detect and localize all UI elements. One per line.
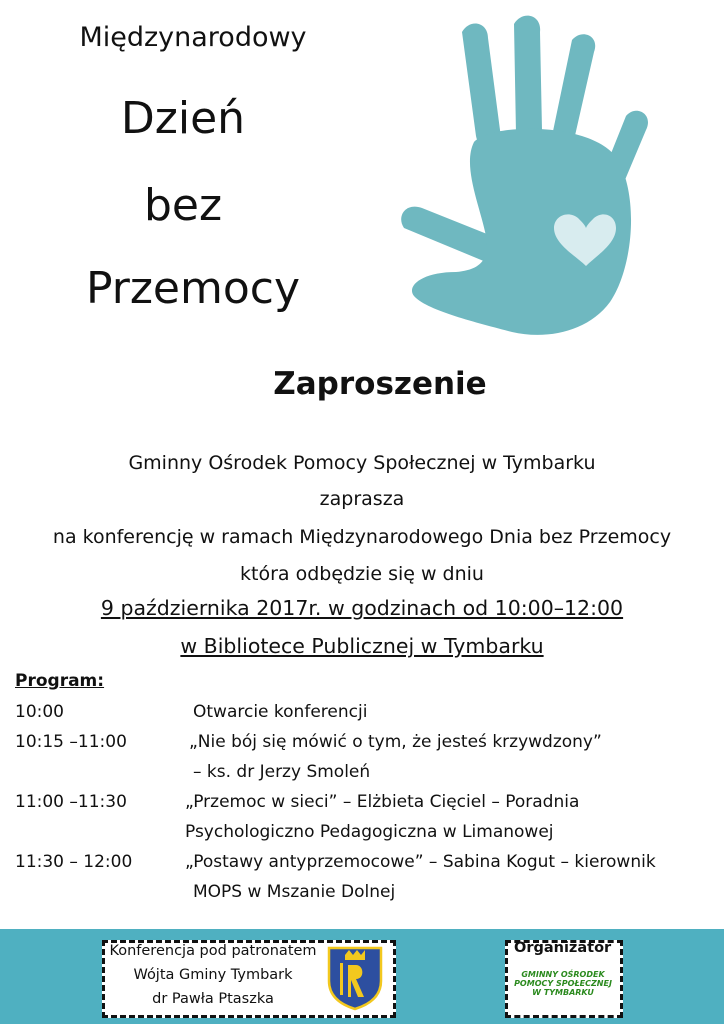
program-item-text: Otwarcie konferencji [193,702,368,722]
program-time: 11:30 – 12:00 [15,852,133,872]
program-item-text: „Postawy antyprzemocowe” – Sabina Kogut – kierownik [185,852,656,872]
invite-verb-line: zaprasza [319,488,405,510]
title-line-2: Dzień [120,93,246,144]
title-line-4: Przemocy [85,263,301,314]
program-item-text: „Przemoc w sieci” – Elżbieta Cięciel – Poradnia [185,792,580,812]
program-time: 11:00 –11:30 [15,792,127,812]
title-line-3: bez [143,180,223,231]
invite-event-line: na konferencję w ramach Międzynarodowego Dnia bez Przemocy [52,526,672,548]
organizer-label: Organizator [514,940,612,956]
organizer-logo [509,970,617,997]
program-item-speaker: MOPS w Mszanie Dolnej [193,882,396,902]
organizer-logo-line-3: W TYMBARKU [532,988,594,997]
program-time: 10:15 –11:00 [15,732,127,752]
patron-line-1: Konferencja pod patronatem [109,943,317,959]
handprint-icon [396,10,660,340]
invite-date-intro-line: która odbędzie się w dniu [240,563,484,585]
program-time: 10:00 [15,702,64,722]
organizer-logo-line-2: POMOCY SPOŁECZNEJ [514,979,612,988]
program-item-speaker: Psychologiczno Pedagogiczna w Limanowej [185,822,554,842]
patron-line-3: dr Pawła Ptaszka [152,991,274,1007]
program-item-text: „Nie bój się mówić o tym, że jesteś krzywdzony” [189,732,602,752]
coat-of-arms-icon [326,945,384,1011]
invitation-title: Zaproszenie [273,366,487,402]
organizer-logo-line-1: GMINNY OŚRODEK [521,970,605,979]
invite-venue-line: w Bibliotece Publicznej w Tymbarku [180,634,544,658]
title-line-1: Międzynarodowy [79,22,307,53]
invite-organizer-line: Gminny Ośrodek Pomocy Społecznej w Tymbarku [128,452,596,474]
program-heading: Program: [15,671,105,691]
program-item-speaker: – ks. dr Jerzy Smoleń [193,762,371,782]
invite-date-line: 9 października 2017r. w godzinach od 10:00–12:00 [100,596,624,620]
patron-line-2: Wójta Gminy Tymbark [133,967,293,983]
